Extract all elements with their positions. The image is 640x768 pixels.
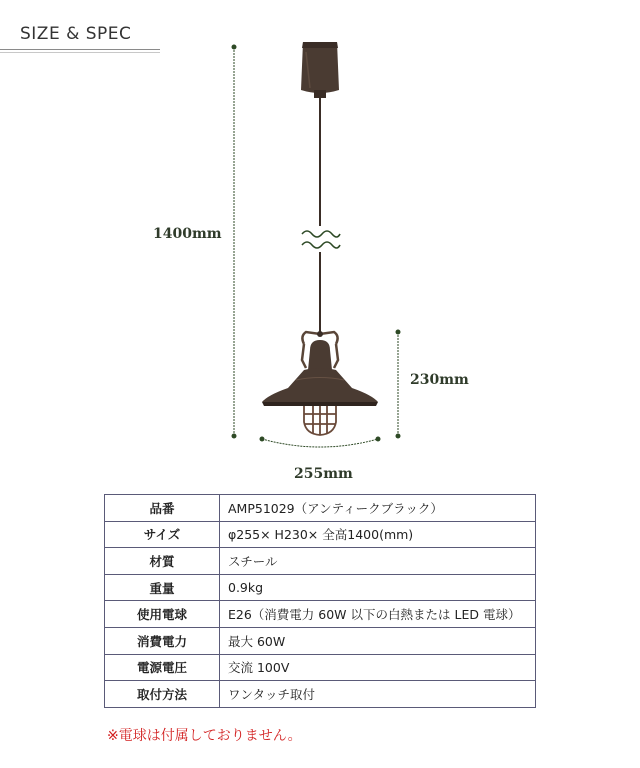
lamp-socket bbox=[308, 340, 332, 370]
shade-height-label: 230mm bbox=[410, 372, 469, 388]
table-row bbox=[105, 681, 536, 708]
spec-key: サイズ bbox=[105, 521, 220, 548]
spec-key: 消費電力 bbox=[105, 627, 220, 654]
table-row bbox=[105, 654, 536, 681]
table-row bbox=[105, 627, 536, 654]
table-row bbox=[105, 601, 536, 628]
spec-value: AMP51029（アンティークブラック） bbox=[220, 495, 536, 522]
table-row bbox=[105, 548, 536, 575]
spec-key: 取付方法 bbox=[105, 681, 220, 708]
section-title: SIZE & SPEC bbox=[20, 24, 132, 44]
ceiling-canopy bbox=[301, 42, 339, 98]
spec-key: 材質 bbox=[105, 548, 220, 575]
spec-value: E26（消費電力 60W 以下の白熱または LED 電球） bbox=[220, 601, 536, 628]
cord-joint bbox=[317, 331, 323, 337]
spec-key: 使用電球 bbox=[105, 601, 220, 628]
table-row bbox=[105, 495, 536, 522]
width-dimension-arc bbox=[260, 437, 381, 448]
spec-value: 0.9kg bbox=[220, 574, 536, 601]
total-height-label: 1400mm bbox=[153, 226, 222, 242]
width-label: 255mm bbox=[294, 466, 353, 482]
total-height-dimension-line bbox=[232, 45, 237, 439]
spec-table bbox=[104, 494, 536, 708]
table-row bbox=[105, 574, 536, 601]
length-break-symbol bbox=[302, 231, 340, 248]
spec-value: ワンタッチ取付 bbox=[220, 681, 536, 708]
table-row bbox=[105, 521, 536, 548]
spec-value: 最大 60W bbox=[220, 627, 536, 654]
bulb-not-included-note: ※電球は付属しておりません。 bbox=[107, 728, 302, 744]
spec-value: スチール bbox=[220, 548, 536, 575]
shade-height-dimension-line bbox=[396, 330, 401, 439]
bulb-cage bbox=[304, 406, 336, 435]
spec-key: 電源電圧 bbox=[105, 654, 220, 681]
lamp-shade bbox=[262, 368, 378, 406]
spec-value: 交流 100V bbox=[220, 654, 536, 681]
spec-key: 重量 bbox=[105, 574, 220, 601]
spec-value: φ255× H230× 全高1400(mm) bbox=[220, 521, 536, 548]
spec-key: 品番 bbox=[105, 495, 220, 522]
